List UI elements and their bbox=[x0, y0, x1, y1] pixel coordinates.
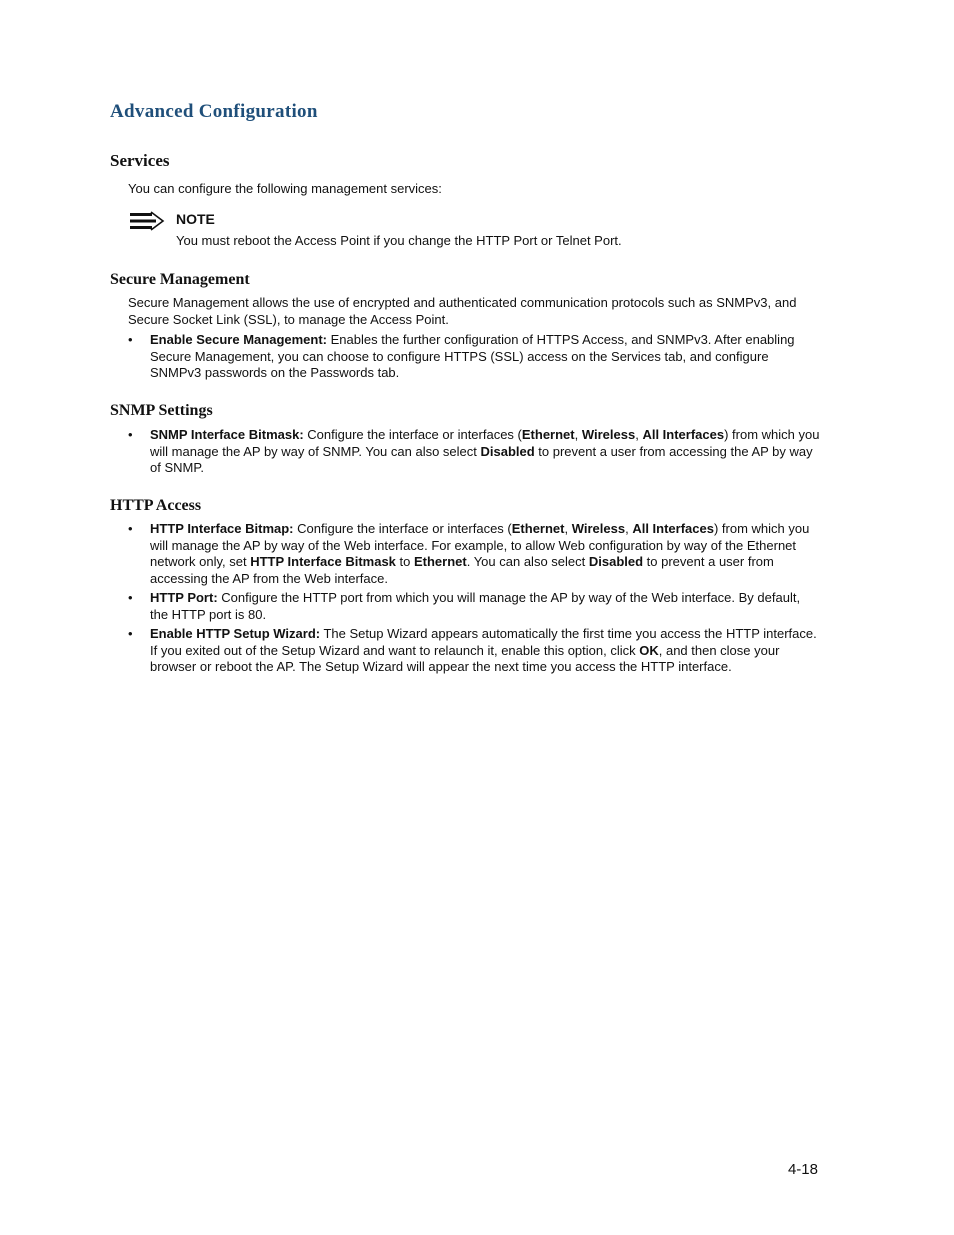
term: Enable HTTP Setup Wizard: bbox=[150, 626, 321, 641]
bullet-glyph: • bbox=[128, 332, 133, 347]
term: SNMP Interface Bitmask: bbox=[150, 427, 304, 442]
text-run: , bbox=[574, 427, 582, 442]
bullet-glyph: • bbox=[128, 427, 133, 442]
option-wireless: Wireless bbox=[571, 521, 626, 536]
secure-management-heading: Secure Management bbox=[110, 271, 250, 288]
term: HTTP Interface Bitmap: bbox=[150, 521, 294, 536]
text-run: to prevent a user from accessing the AP by way of SNMP. bbox=[150, 443, 813, 475]
text-run: to bbox=[395, 554, 414, 569]
option-ethernet: Ethernet bbox=[413, 554, 467, 569]
chapter-title: Advanced Configuration bbox=[110, 101, 318, 122]
list-item bbox=[128, 427, 820, 477]
secure-management-intro: Secure Management allows the use of encrypted and authenticated communication protocols such as SNMPv3, and Secure Socket Link (SSL), to manage the Access Point. bbox=[128, 295, 797, 327]
note-label: NOTE bbox=[176, 211, 215, 227]
services-intro: You can configure the following management services: bbox=[128, 181, 442, 196]
text-run: Configure the interface or interfaces ( bbox=[303, 427, 522, 442]
setting-http-interface-bitmask: HTTP Interface Bitmask bbox=[250, 554, 396, 569]
text-run: ) from which you will manage the AP by way of SNMP. You can also select bbox=[150, 427, 820, 459]
text-run: , bbox=[564, 521, 572, 536]
description: Enables the further configuration of HTTPS Access, and SNMPv3. After enabling Secure Management, you can choose to configure HTTPS (SSL) access on the Services tab, and configure SNMPv3 passwords on the Passwords tab. bbox=[150, 332, 795, 380]
note-text: You must reboot the Access Point if you change the HTTP Port or Telnet Port. bbox=[176, 233, 622, 248]
list-item bbox=[128, 626, 820, 676]
secure-management-list bbox=[128, 332, 820, 385]
http-access-heading: HTTP Access bbox=[110, 497, 202, 514]
term: Enable Secure Management: bbox=[150, 332, 327, 347]
description: Configure the HTTP port from which you will manage the AP by way of the Web interface. By default, the HTTP port is 80. bbox=[150, 590, 801, 622]
snmp-settings-list bbox=[128, 427, 820, 480]
text-run: Configure the interface or interfaces ( bbox=[293, 521, 512, 536]
bullet-glyph: • bbox=[128, 521, 133, 536]
bullet-glyph: • bbox=[128, 626, 133, 641]
list-item bbox=[128, 521, 820, 587]
services-heading: Services bbox=[110, 151, 170, 170]
text-run: , bbox=[635, 427, 643, 442]
http-access-list bbox=[128, 521, 820, 679]
option-all-interfaces: All Interfaces bbox=[632, 521, 714, 536]
text-run: The Setup Wizard appears automatically the first time you access the HTTP interface. If you exited out of the Setup Wizard and want to relaunch it, enable this option, click bbox=[150, 626, 817, 658]
page-number: 4-18 bbox=[787, 1161, 818, 1178]
text-run: ) from which you will manage the AP by way of the Web interface. For example, to allow Web configuration by way of the Ethernet network only, set bbox=[150, 521, 810, 569]
option-all-interfaces: All Interfaces bbox=[642, 427, 725, 442]
list-item bbox=[128, 590, 820, 623]
option-disabled: Disabled bbox=[480, 443, 535, 459]
option-wireless: Wireless bbox=[581, 427, 636, 442]
list-item bbox=[128, 332, 820, 382]
option-ethernet: Ethernet bbox=[521, 427, 575, 442]
bullet-glyph: • bbox=[128, 590, 133, 605]
button-ok-reference: OK bbox=[639, 642, 659, 658]
text-run: , and then close your browser or reboot the AP. The Setup Wizard will appear the next time you access the HTTP interface. bbox=[150, 642, 780, 674]
note-arrow-icon bbox=[129, 211, 165, 231]
text-run: . You can also select bbox=[466, 554, 589, 569]
option-disabled: Disabled bbox=[588, 554, 644, 569]
text-run: , bbox=[625, 521, 633, 536]
snmp-settings-heading: SNMP Settings bbox=[110, 402, 213, 419]
term: HTTP Port: bbox=[150, 590, 218, 605]
text-run: to prevent a user from accessing the AP from the Web interface. bbox=[150, 554, 774, 586]
option-ethernet: Ethernet bbox=[511, 521, 565, 536]
